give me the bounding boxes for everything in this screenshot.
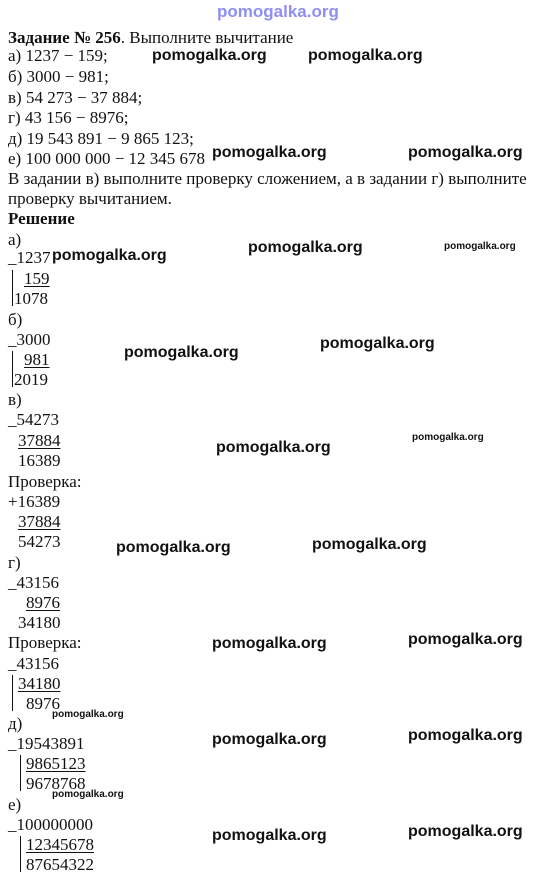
solution-e-minuend: _100000000 — [8, 815, 93, 834]
column-bar — [20, 755, 21, 791]
task-item-e: е) 100 000 000 − 12 345 678 — [8, 149, 206, 168]
solution-b-subtrahend: 981 — [24, 350, 50, 369]
solution-e-label: е) — [8, 795, 22, 814]
minus-sign: _ — [8, 815, 17, 834]
watermark: pomogalka.org — [116, 539, 231, 556]
solution-g-check-top: _43156 — [8, 654, 59, 673]
solution-v-check-top: +16389 — [8, 492, 61, 511]
watermark: pomogalka.org — [408, 631, 523, 648]
watermark-top: pomogalka.org — [217, 2, 339, 21]
solution-g-result: 34180 — [18, 613, 61, 632]
solution-d-label: д) — [8, 714, 23, 733]
watermark: pomogalka.org — [212, 731, 327, 748]
solution-a-minuend: _1237 — [8, 248, 51, 267]
solution-g-check-result: 8976 — [26, 694, 60, 713]
watermark: pomogalka.org — [312, 536, 427, 553]
watermark: pomogalka.org — [52, 789, 124, 800]
watermark: pomogalka.org — [52, 709, 124, 720]
solution-g-label: г) — [8, 553, 21, 572]
task-note-line1: В задании в) выполните проверку сложением, а в задании г) выполните — [8, 169, 527, 188]
watermark: pomogalka.org — [444, 241, 516, 252]
solution-d-result: 9678768 — [26, 774, 86, 793]
solution-a-label: а) — [8, 230, 22, 249]
solution-g-check-subtrahend: 34180 — [18, 674, 61, 693]
column-bar — [12, 270, 13, 306]
watermark: pomogalka.org — [212, 635, 327, 652]
task-title-text: . Выполните вычитание — [120, 28, 294, 47]
solution-b-label: б) — [8, 310, 23, 329]
column-bar — [12, 351, 13, 387]
watermark: pomogalka.org — [216, 439, 331, 456]
watermark: pomogalka.org — [412, 432, 484, 443]
minus-sign: _ — [8, 410, 17, 429]
solution-v-minuend: _54273 — [8, 410, 59, 429]
watermark: pomogalka.org — [152, 47, 267, 64]
task-title — [8, 28, 293, 48]
column-bar — [20, 836, 21, 872]
solution-v-check-label: Проверка: — [8, 472, 82, 491]
task-item-g: г) 43 156 − 8976; — [8, 108, 129, 127]
plus-sign: + — [8, 492, 18, 511]
solution-v-check-addend: 37884 — [18, 512, 61, 531]
minus-sign: _ — [8, 248, 17, 267]
column-bar — [12, 675, 13, 711]
watermark: pomogalka.org — [212, 144, 327, 161]
solution-g-subtrahend: 8976 — [26, 593, 60, 612]
solution-v-label: в) — [8, 390, 22, 409]
minus-sign: _ — [8, 734, 17, 753]
solution-g-check-label: Проверка: — [8, 633, 82, 652]
solution-g-minuend: _43156 — [8, 573, 59, 592]
watermark: pomogalka.org — [308, 47, 423, 64]
minus-sign: _ — [8, 573, 17, 592]
watermark: pomogalka.org — [320, 335, 435, 352]
solution-v-check-result: 54273 — [18, 532, 61, 551]
solution-b-minuend: _3000 — [8, 330, 51, 349]
watermark: pomogalka.org — [248, 239, 363, 256]
solution-b-result: 2019 — [14, 370, 48, 389]
solution-d-subtrahend: 9865123 — [26, 754, 86, 773]
solution-e-subtrahend: 12345678 — [26, 835, 94, 854]
watermark: pomogalka.org — [408, 727, 523, 744]
task-item-v: в) 54 273 − 37 884; — [8, 88, 143, 107]
minus-sign: _ — [8, 654, 17, 673]
watermark: pomogalka.org — [52, 247, 167, 264]
solution-a-subtrahend: 159 — [24, 269, 50, 288]
watermark: pomogalka.org — [408, 144, 523, 161]
task-item-d: д) 19 543 891 − 9 865 123; — [8, 129, 194, 148]
solution-e-result: 87654322 — [26, 855, 94, 874]
solution-v-result: 16389 — [18, 451, 61, 470]
solution-v-subtrahend: 37884 — [18, 431, 61, 450]
solution-heading: Решение — [8, 209, 75, 228]
watermark: pomogalka.org — [212, 827, 327, 844]
task-item-b: б) 3000 − 981; — [8, 67, 109, 86]
watermark: pomogalka.org — [124, 344, 239, 361]
solution-d-minuend: _19543891 — [8, 734, 85, 753]
task-item-a: а) 1237 − 159; — [8, 46, 108, 65]
watermark: pomogalka.org — [408, 823, 523, 840]
task-number: Задание № 256 — [8, 28, 121, 47]
minus-sign: _ — [8, 330, 17, 349]
solution-a-result: 1078 — [14, 289, 48, 308]
task-note-line2: проверку вычитанием. — [8, 189, 172, 208]
